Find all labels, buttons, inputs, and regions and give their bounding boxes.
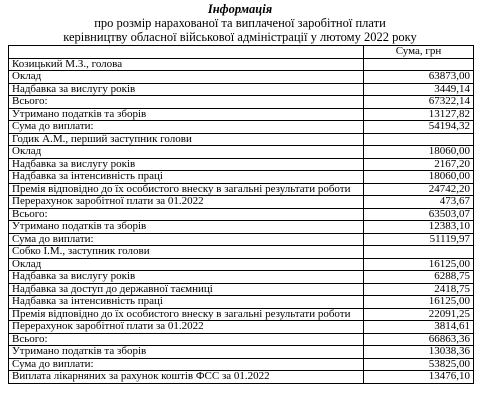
row-label: Виплата лікарняних за рахунок коштів ФСС за 01.2022 xyxy=(9,371,364,384)
row-value: 2167,20 xyxy=(364,158,474,171)
table-row xyxy=(9,333,474,346)
row-value: 2418,75 xyxy=(364,283,474,296)
table-row xyxy=(9,171,474,184)
document-title: Інформація xyxy=(207,2,273,16)
document-header xyxy=(0,0,480,44)
table-row xyxy=(9,158,474,171)
table-row xyxy=(9,233,474,246)
table-row xyxy=(9,121,474,134)
row-label: Премія відповідно до їх особистого внеску в загальні результати роботи xyxy=(9,183,364,196)
row-value: 22091,25 xyxy=(364,308,474,321)
row-label: Надбавка за вислугу років xyxy=(9,158,364,171)
row-label: Оклад xyxy=(9,71,364,84)
row-label: Сума до виплати: xyxy=(9,233,364,246)
row-label: Надбавка за доступ до державної таємниці xyxy=(9,283,364,296)
document-subtitle-line2: керівництву обласної військової адміністрації у лютому 2022 року xyxy=(63,30,417,44)
table-row xyxy=(9,133,474,146)
table-row xyxy=(9,146,474,159)
row-label: Всього: xyxy=(9,333,364,346)
row-value: 63503,07 xyxy=(364,208,474,221)
row-label: Утримано податків та зборів xyxy=(9,108,364,121)
row-value: 16125,00 xyxy=(364,296,474,309)
table-row xyxy=(9,83,474,96)
row-value: 67322,14 xyxy=(364,96,474,109)
table-header-row xyxy=(9,46,474,59)
row-label: Сума до виплати: xyxy=(9,121,364,134)
row-value: 16125,00 xyxy=(364,258,474,271)
row-label: Козицький М.З., голова xyxy=(9,58,364,71)
row-label: Всього: xyxy=(9,208,364,221)
row-label: Оклад xyxy=(9,146,364,159)
row-label: Надбавка за вислугу років xyxy=(9,83,364,96)
table-row xyxy=(9,321,474,334)
document-subtitle-line1: про розмір нарахованої та виплаченої заробітної плати xyxy=(94,16,386,30)
row-value: 51119,97 xyxy=(364,233,474,246)
row-label: Сума до виплати: xyxy=(9,358,364,371)
table-row xyxy=(9,208,474,221)
table-row xyxy=(9,196,474,209)
row-value xyxy=(364,58,474,71)
row-label: Годик А.М., перший заступник голови xyxy=(9,133,364,146)
row-label: Утримано податків та зборів xyxy=(9,221,364,234)
row-label: Надбавка за інтенсивність праці xyxy=(9,171,364,184)
row-value: 66863,36 xyxy=(364,333,474,346)
table-row xyxy=(9,246,474,259)
row-value: 13476,10 xyxy=(364,371,474,384)
table-row xyxy=(9,308,474,321)
table-row xyxy=(9,71,474,84)
table-row xyxy=(9,96,474,109)
row-value: 18060,00 xyxy=(364,146,474,159)
row-label: Премія відповідно до їх особистого внеску в загальні результати роботи xyxy=(9,308,364,321)
row-label: Надбавка за інтенсивність праці xyxy=(9,296,364,309)
table-row xyxy=(9,358,474,371)
row-value: 12383,10 xyxy=(364,221,474,234)
row-value: 53825,00 xyxy=(364,358,474,371)
row-value: 54194,32 xyxy=(364,121,474,134)
table-row xyxy=(9,271,474,284)
header-sum-cell: Сума, грн xyxy=(364,46,474,59)
row-label: Оклад xyxy=(9,258,364,271)
table-row xyxy=(9,371,474,384)
row-label: Надбавка за вислугу років xyxy=(9,271,364,284)
table-row xyxy=(9,221,474,234)
row-label: Утримано податків та зборів xyxy=(9,346,364,359)
table-row xyxy=(9,346,474,359)
table-row xyxy=(9,283,474,296)
row-value: 13127,82 xyxy=(364,108,474,121)
table-row xyxy=(9,183,474,196)
row-value xyxy=(364,133,474,146)
row-value: 473,67 xyxy=(364,196,474,209)
row-label: Собко І.М., заступник голови xyxy=(9,246,364,259)
row-value xyxy=(364,246,474,259)
table-row xyxy=(9,58,474,71)
row-value: 18060,00 xyxy=(364,171,474,184)
row-label: Перерахунок заробітної плати за 01.2022 xyxy=(9,321,364,334)
table-row xyxy=(9,296,474,309)
row-value: 3814,61 xyxy=(364,321,474,334)
row-label: Перерахунок заробітної плати за 01.2022 xyxy=(9,196,364,209)
row-label: Всього: xyxy=(9,96,364,109)
row-value: 13038,36 xyxy=(364,346,474,359)
row-value: 63873,00 xyxy=(364,71,474,84)
row-value: 3449,14 xyxy=(364,83,474,96)
row-value: 24742,20 xyxy=(364,183,474,196)
table-row xyxy=(9,108,474,121)
salary-table xyxy=(8,45,474,384)
table-row xyxy=(9,258,474,271)
header-label-cell xyxy=(9,46,364,59)
row-value: 6288,75 xyxy=(364,271,474,284)
